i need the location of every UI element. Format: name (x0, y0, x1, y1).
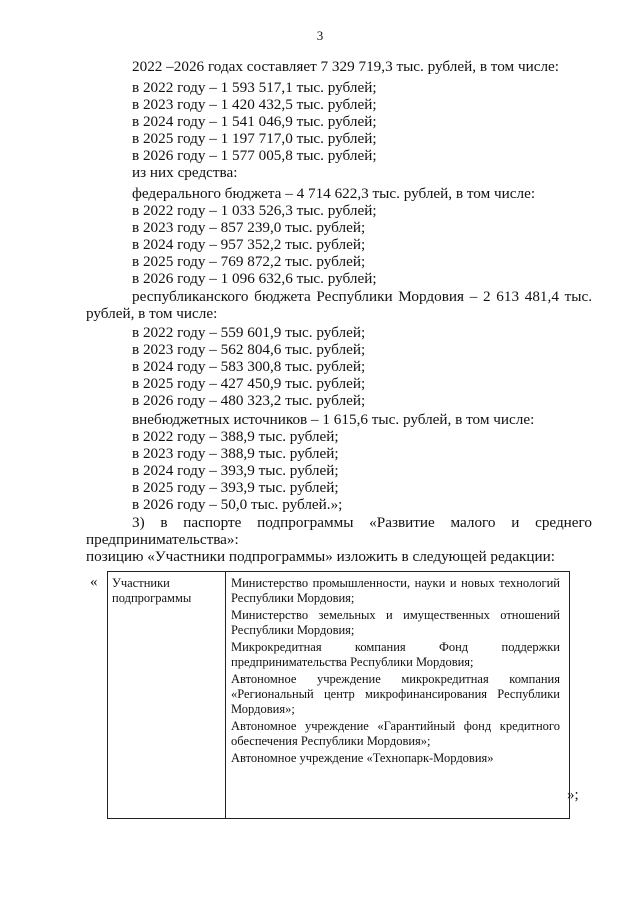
text-line: в 2022 году – 1 593 517,1 тыс. рублей; (132, 79, 377, 96)
text-line: в 2022 году – 559 601,9 тыс. рублей; (132, 324, 366, 341)
text-line: в 2025 году – 1 197 717,0 тыс. рублей; (132, 130, 377, 147)
text-line: в 2026 году – 1 096 632,6 тыс. рублей; (132, 270, 377, 287)
text-line: в 2023 году – 1 420 432,5 тыс. рублей; (132, 96, 377, 113)
open-quote: « (90, 574, 98, 590)
participant-entry: Автономное учреждение «Технопарк-Мордовия» (231, 751, 494, 765)
text-line: в 2025 году – 393,9 тыс. рублей; (132, 479, 339, 496)
republic-budget-line: республиканского бюджета Республики Мордовия – 2 613 481,4 тыс. (132, 288, 592, 305)
text-line: в 2026 году – 50,0 тыс. рублей.»; (132, 496, 343, 513)
text-line: федерального бюджета – 4 714 622,3 тыс. рублей, в том числе: (132, 185, 536, 202)
item-3-line: 3) в паспорте подпрограммы «Развитие малого и среднего (132, 514, 592, 531)
participant-entry: Микрокредитная компания Фонд поддержки предпринимательства Республики Мордовия; (231, 640, 560, 669)
text-line: в 2026 году – 1 577 005,8 тыс. рублей; (132, 147, 377, 164)
republic-budget-continuation: рублей, в том числе: (86, 305, 218, 322)
text-line: в 2024 году – 957 352,2 тыс. рублей; (132, 236, 366, 253)
text-line: в 2024 году – 583 300,8 тыс. рублей; (132, 358, 366, 375)
participant-entry: Министерство земельных и имущественных отношений Республики Мордовия; (231, 608, 560, 637)
text-line: в 2026 году – 480 323,2 тыс. рублей; (132, 392, 366, 409)
table-label-cell (112, 576, 222, 606)
table-content-cell (231, 576, 560, 768)
participant-entry: Автономное учреждение «Гарантийный фонд кредитного обеспечения Республики Мордовия»; (231, 719, 560, 748)
text-line: в 2025 году – 769 872,2 тыс. рублей; (132, 253, 366, 270)
text-line: в 2022 году – 1 033 526,3 тыс. рублей; (132, 202, 377, 219)
text-line: в 2025 году – 427 450,9 тыс. рублей; (132, 375, 366, 392)
label-line: Участники (112, 576, 170, 590)
item-3-continuation: предпринимательства»: (86, 531, 239, 548)
text-line: в 2023 году – 857 239,0 тыс. рублей; (132, 219, 366, 236)
text-line: внебюджетных источников – 1 615,6 тыс. рублей, в том числе: (132, 411, 535, 428)
participant-entry: Автономное учреждение микрокредитная компания «Региональный центр микрофинансирования Республики Мордовия»; (231, 672, 560, 716)
page-number: 3 (316, 28, 324, 43)
item-3-instruction: позицию «Участники подпрограммы» изложить в следующей редакции: (86, 548, 555, 565)
text-line: в 2024 году – 393,9 тыс. рублей; (132, 462, 339, 479)
label-line: подпрограммы (112, 591, 192, 605)
text-line: в 2022 году – 388,9 тыс. рублей; (132, 428, 339, 445)
text-line: 2022 –2026 годах составляет 7 329 719,3 тыс. рублей, в том числе: (132, 58, 559, 75)
text-line: в 2023 году – 388,9 тыс. рублей; (132, 445, 339, 462)
text-line: в 2024 году – 1 541 046,9 тыс. рублей; (132, 113, 377, 130)
text-line: из них средства: (132, 164, 238, 181)
text-line: в 2023 году – 562 804,6 тыс. рублей; (132, 341, 366, 358)
participant-entry: Министерство промышленности, науки и новых технологий Республики Мордовия; (231, 576, 560, 605)
close-quote: »; (567, 787, 579, 803)
table-column-divider (225, 572, 226, 818)
